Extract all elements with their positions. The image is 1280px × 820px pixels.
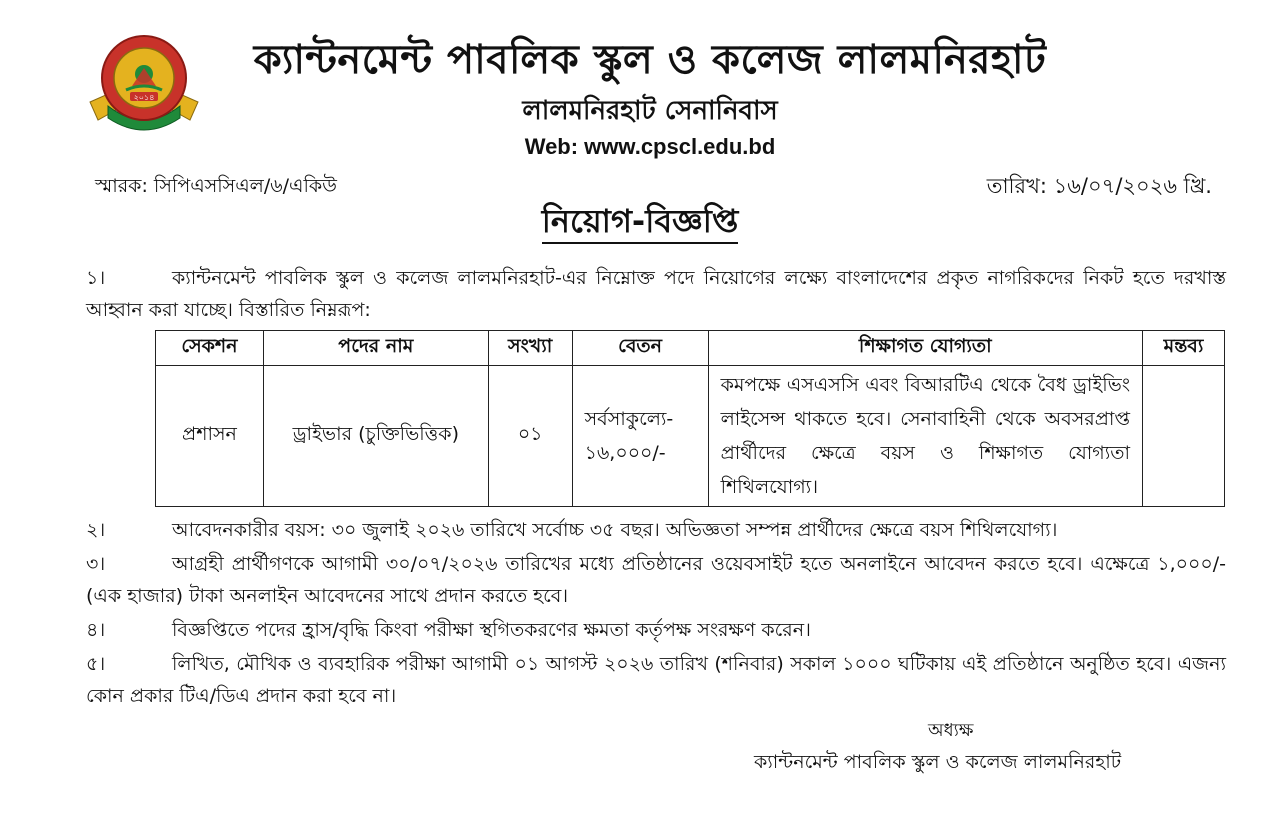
paragraph-text: আবেদনকারীর বয়স: ৩০ জুলাই ২০২৬ তারিখে সর্বোচ্চ ৩৫ বছর। অভিজ্ঞতা সম্পন্ন প্রার্থীদের ক্ষেত্রে বয়স শিথিলযোগ্য। [172, 519, 1058, 541]
header-count: সংখ্যা [488, 331, 572, 366]
cell-post: ড্রাইভার (চুক্তিভিত্তিক) [263, 366, 488, 507]
salary-line-1: সর্বসাকুল্যে- [584, 408, 674, 430]
signatory-institution: ক্যান্টনমেন্ট পাবলিক স্কুল ও কলেজ লালমনিরহাট [754, 751, 1122, 773]
paragraph-5 [86, 648, 1226, 712]
institution-title: ক্যান্টনমেন্ট পাবলিক স্কুল ও কলেজ লালমনিরহাট [253, 37, 1047, 83]
header-remarks: মন্তব্য [1143, 331, 1225, 366]
table-header-row [156, 331, 1225, 366]
paragraph-3 [86, 548, 1226, 612]
cell-section: প্রশাসন [156, 366, 264, 507]
notice-heading-text: নিয়োগ-বিজ্ঞপ্তি [542, 202, 739, 244]
table-row [156, 366, 1225, 507]
salary-line-2: ১৬,০০০/- [584, 442, 666, 464]
header-section: সেকশন [156, 331, 264, 366]
paragraph-text: লিখিত, মৌখিক ও ব্যবহারিক পরীক্ষা আগামী ০১ আগস্ট ২০২৬ তারিখ (শনিবার) সকাল ১০০০ ঘটিকায় এই প্রতিষ্ঠানে অনুষ্ঠিত হবে। এজন্য কোন প্রকার টিএ/ডিএ প্রদান করা হবে না। [86, 653, 1226, 707]
paragraph-2 [86, 514, 1226, 546]
paragraph-1 [86, 262, 1226, 326]
paragraph-number: ৩। [86, 553, 106, 575]
header-post: পদের নাম [263, 331, 488, 366]
school-logo [86, 30, 202, 138]
paragraph-4 [86, 614, 1226, 646]
paragraph-number: ২। [86, 519, 106, 541]
paragraph-number: ৪। [86, 619, 106, 641]
logo-year: ২০১৪ [133, 93, 155, 102]
paragraph-number: ৫। [86, 653, 106, 675]
paragraph-text: ক্যান্টনমেন্ট পাবলিক স্কুল ও কলেজ লালমনিরহাট-এর নিম্নোক্ত পদে নিয়োগের লক্ষ্যে বাংলাদেশের প্রকৃত নাগরিকদের নিকট হতে দরখাস্ত আহ্বান করা যাচ্ছে। বিস্তারিত নিম্নরূপ: [86, 267, 1226, 321]
cell-salary [572, 366, 708, 507]
header-salary: বেতন [572, 331, 708, 366]
paragraph-text: বিজ্ঞপ্তিতে পদের হ্রাস/বৃদ্ধি কিংবা পরীক্ষা স্থগিতকরণের ক্ষমতা কর্তৃপক্ষ সংরক্ষণ করেন। [172, 619, 811, 641]
notice-heading [0, 196, 1280, 250]
paragraph-text: আগ্রহী প্রার্থীগণকে আগামী ৩০/০৭/২০২৬ তারিখের মধ্যে প্রতিষ্ঠানের ওয়েবসাইট হতে অনলাইনে আবেদন করতে হবে। এক্ষেত্রে ১,০০০/- (এক হাজার) টাকা অনলাইন আবেদনের সাথে প্রদান করতে হবে। [86, 553, 1226, 607]
cell-remarks [1143, 366, 1225, 507]
header-qualification: শিক্ষাগত যোগ্যতা [708, 331, 1142, 366]
cell-qualification: কমপক্ষে এসএসসি এবং বিআরটিএ থেকে বৈধ ড্রাইভিং লাইসেন্স থাকতে হবে। সেনাবাহিনী থেকে অবসরপ্রাপ্ত প্রার্থীদের ক্ষেত্রে বয়স ও শিক্ষাগত যোগ্যতা শিথিলযোগ্য। [708, 366, 1142, 507]
vacancy-table [155, 330, 1225, 507]
cell-count: ০১ [488, 366, 572, 507]
notice-date: তারিখ: ১৬/০৭/২০২৬ খ্রি. [986, 174, 1212, 198]
institution-subtitle: লালমনিরহাট সেনানিবাস [522, 96, 778, 126]
paragraph-number: ১। [86, 267, 106, 289]
memo-reference: স্মারক: সিপিএসসিএল/৬/একিউ [95, 175, 337, 197]
signatory-designation: অধ্যক্ষ [928, 720, 974, 741]
website-line: Web: www.cpscl.edu.bd [524, 134, 776, 159]
